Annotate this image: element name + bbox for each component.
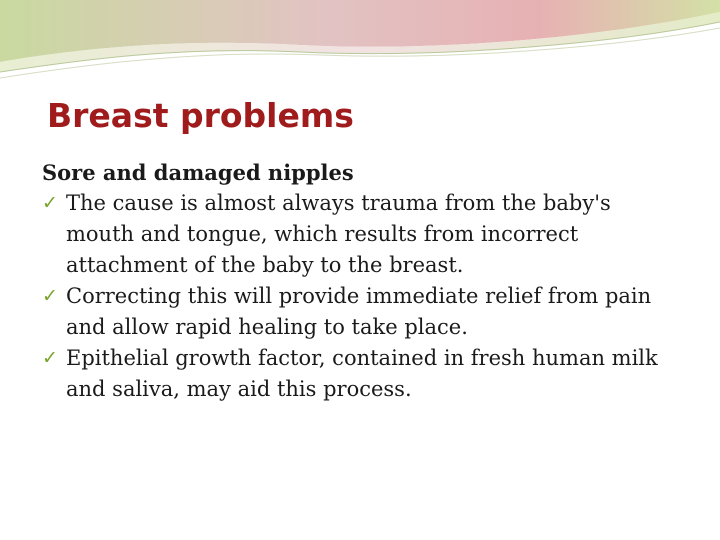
header-swoosh-decoration: [0, 0, 720, 90]
list-item: [42, 343, 682, 405]
checkmark-icon: ✓: [42, 192, 58, 214]
list-item: [42, 281, 682, 343]
bullet-text: Correcting this will provide immediate relief from pain and allow rapid healing to take place.: [66, 284, 652, 339]
bullet-list: [42, 188, 682, 405]
checkmark-icon: ✓: [42, 285, 58, 307]
bullet-text: The cause is almost always trauma from the baby's mouth and tongue, which results from incorrect attachment of the baby to the breast.: [66, 191, 611, 277]
list-item: [42, 188, 682, 281]
section-subheading: Sore and damaged nipples: [42, 160, 354, 185]
checkmark-icon: ✓: [42, 347, 58, 369]
bullet-text: Epithelial growth factor, contained in fresh human milk and saliva, may aid this process.: [66, 346, 658, 401]
slide-content: [42, 157, 682, 405]
slide-title: Breast problems: [47, 96, 354, 135]
